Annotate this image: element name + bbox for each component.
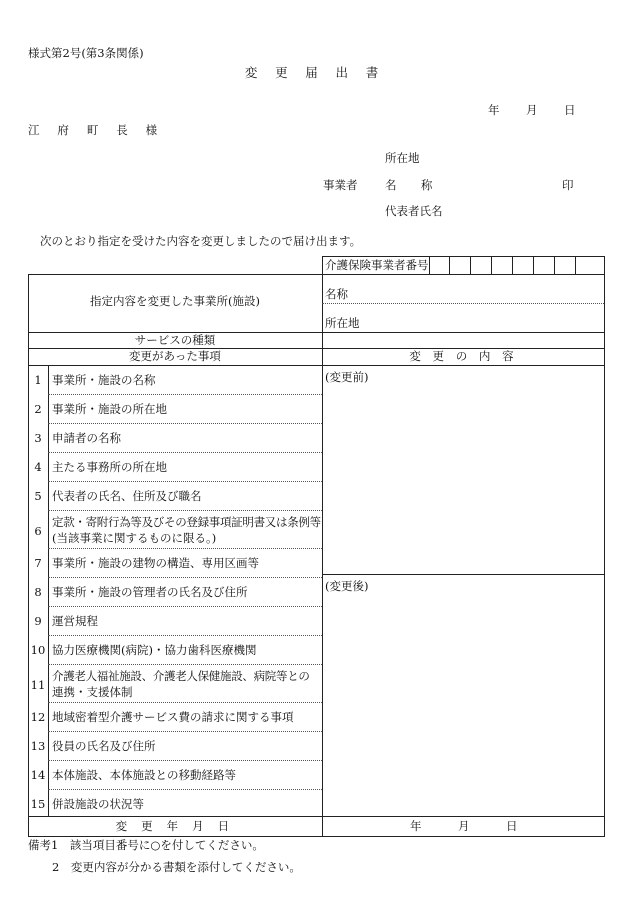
- item-label: 事業所・施設の名称: [52, 373, 156, 387]
- item-number[interactable]: 13: [30, 739, 46, 753]
- item-label: 併設施設の状況等: [52, 797, 144, 811]
- item-number[interactable]: 2: [34, 402, 42, 416]
- item-label: 介護老人福祉施設、介護老人保健施設、病院等との: [52, 669, 310, 683]
- item-label: 代表者の氏名、住所及び職名: [52, 489, 202, 503]
- intro-text: 次のとおり指定を受けた内容を変更しましたので届け出ます。: [40, 234, 362, 248]
- item-label: 本体施設、本体施設との移動経路等: [52, 768, 236, 782]
- item-number[interactable]: 15: [30, 797, 46, 811]
- item-label: 事業所・施設の管理者の氏名及び住所: [52, 585, 248, 599]
- year-field[interactable]: 年: [488, 103, 500, 117]
- change-date-year[interactable]: 年: [410, 819, 422, 833]
- after-change-label: (変更後): [325, 579, 369, 593]
- submission-date: [488, 105, 576, 117]
- office-address-field[interactable]: [368, 305, 598, 331]
- item-number[interactable]: 3: [34, 431, 42, 445]
- after-change-field[interactable]: [324, 595, 602, 813]
- seal-mark: 印: [562, 178, 574, 192]
- change-content-header: 変 更 の 内 容: [409, 349, 518, 363]
- addressee: 江 府 町 長 様: [28, 123, 165, 137]
- item-number[interactable]: 10: [30, 643, 46, 657]
- item-label: 運営規程: [52, 614, 98, 628]
- office-name-label: 名称: [325, 287, 348, 301]
- note-1: 備考1 該当項目番号に○を付してください。: [28, 838, 264, 852]
- month-field[interactable]: 月: [526, 103, 538, 117]
- applicant-name-label: 名 称: [385, 178, 443, 192]
- item-label: 主たる事務所の所在地: [52, 460, 167, 474]
- change-date-month[interactable]: 月: [458, 819, 470, 833]
- day-field[interactable]: 日: [564, 103, 576, 117]
- document-title: 変 更 届 出 書: [244, 65, 386, 80]
- office-name-field[interactable]: [358, 276, 598, 302]
- applicant-address-label: 所在地: [385, 151, 420, 165]
- item-number[interactable]: 9: [34, 614, 42, 628]
- applicant-role-label: 事業者: [323, 178, 358, 192]
- item-label: 申請者の名称: [52, 431, 121, 445]
- item-label: 地域密着型介護サービス費の請求に関する事項: [52, 710, 294, 724]
- item-number[interactable]: 6: [34, 524, 42, 538]
- insurance-number-label: 介護保険事業者番号: [325, 258, 429, 272]
- item-number[interactable]: 7: [34, 556, 42, 570]
- office-label: 指定内容を変更した事業所(施設): [90, 294, 260, 308]
- item-number[interactable]: 5: [34, 489, 42, 503]
- office-address-label: 所在地: [325, 316, 360, 330]
- item-number[interactable]: 8: [34, 585, 42, 599]
- change-date-day[interactable]: 日: [506, 819, 518, 833]
- service-type-field[interactable]: [324, 333, 602, 347]
- item-number[interactable]: 1: [34, 373, 42, 387]
- item-number[interactable]: 14: [30, 768, 46, 782]
- service-type-label: サービスの種類: [134, 333, 216, 347]
- item-number[interactable]: 4: [34, 460, 42, 474]
- change-notification-table: [28, 256, 605, 837]
- item-label-line2: 連携・支援体制: [52, 685, 133, 699]
- item-label: 定款・寄附行為等及びその登録事項証明書又は条例等: [52, 515, 321, 529]
- form-number: 様式第2号(第3条関係): [28, 46, 144, 60]
- item-number[interactable]: 12: [30, 710, 46, 724]
- item-label: 事業所・施設の建物の構造、専用区画等: [52, 556, 259, 570]
- item-label: 協力医療機関(病院)・協力歯科医療機関: [52, 643, 257, 657]
- change-date-label: 変 更 年 月 日: [115, 819, 235, 833]
- item-number[interactable]: 11: [30, 678, 46, 692]
- before-change-label: (変更前): [325, 370, 369, 384]
- item-label-line2: (当該事業に関するものに限る。): [52, 531, 217, 545]
- representative-label: 代表者氏名: [385, 204, 443, 218]
- note-2: 2 変更内容が分かる書類を添付してください。: [52, 860, 301, 874]
- changed-items-header: 変更があった事項: [129, 349, 221, 363]
- item-label: 役員の氏名及び住所: [52, 739, 156, 753]
- item-label: 事業所・施設の所在地: [52, 402, 167, 416]
- before-change-field[interactable]: [324, 386, 602, 572]
